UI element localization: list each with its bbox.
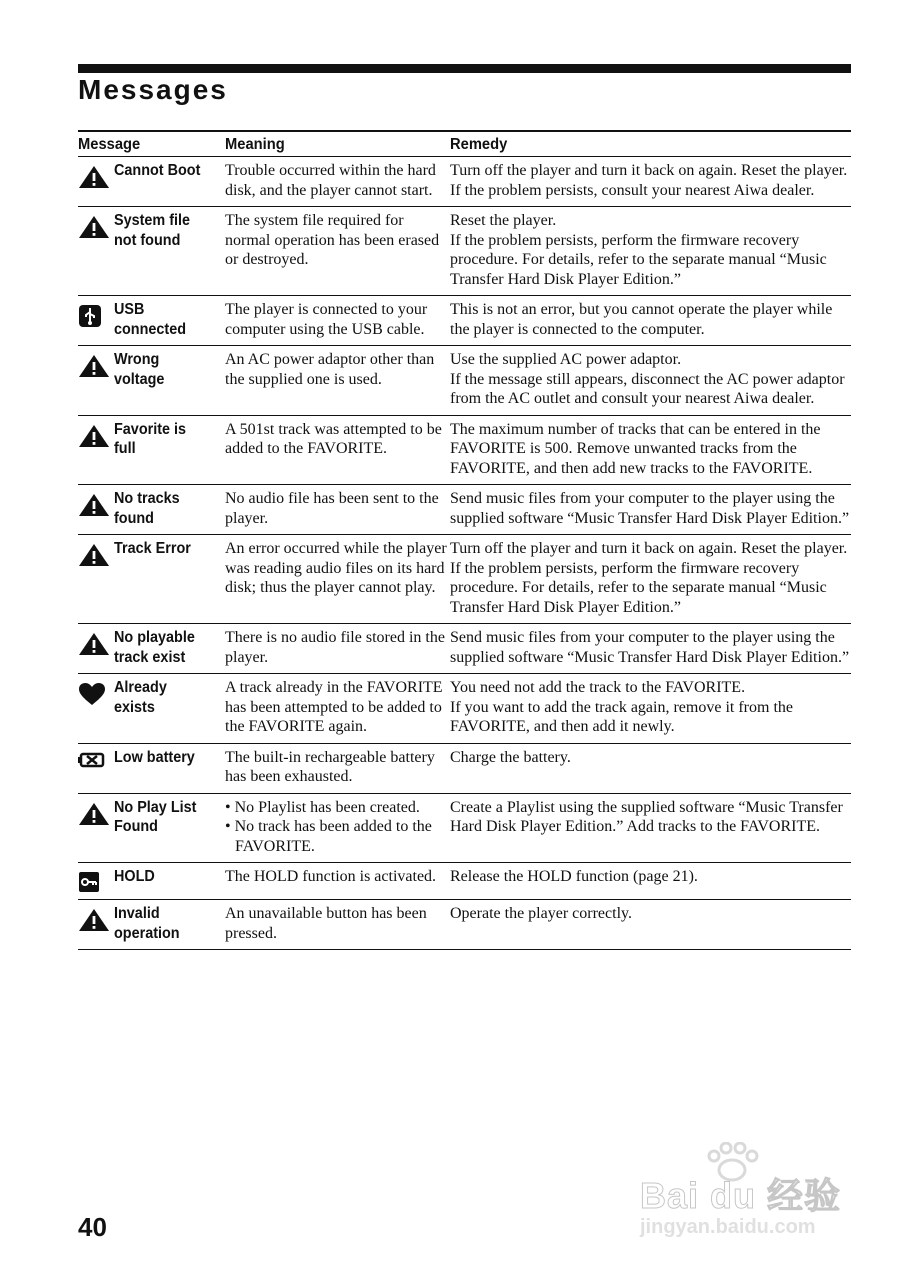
warning-icon bbox=[78, 628, 114, 656]
meaning-text: The HOLD function is activated. bbox=[225, 868, 437, 885]
meaning-cell bbox=[225, 535, 450, 624]
watermark-url: jingyan.baidu.com bbox=[640, 1216, 816, 1238]
meaning-text: There is no audio file stored in the player. bbox=[225, 629, 445, 666]
page-number: 40 bbox=[78, 1212, 107, 1242]
table-row bbox=[78, 157, 851, 207]
remedy-cell bbox=[450, 743, 851, 793]
remedy-text: Release the HOLD function (page 21). bbox=[450, 868, 698, 885]
remedy-cell bbox=[450, 415, 851, 485]
meaning-text: A 501st track was attempted to be added to the FAVORITE. bbox=[225, 420, 442, 457]
remedy-text: Reset the player. bbox=[450, 212, 557, 229]
remedy-text: If the problem persists, perform the firmware recovery procedure. For details, refer to the separate manual “Music Transfer Hard Disk Player Edition.” bbox=[450, 231, 827, 288]
message-label: Invalid operation bbox=[114, 905, 180, 942]
meaning-text: An error occurred while the player was reading audio files on its hard disk; thus the player cannot play. bbox=[225, 540, 447, 596]
table-body bbox=[78, 157, 851, 950]
warning-icon bbox=[78, 489, 114, 517]
table-header-row bbox=[78, 131, 851, 157]
warning-icon bbox=[78, 350, 114, 378]
meaning-cell bbox=[225, 900, 450, 950]
message-cell bbox=[78, 900, 225, 950]
remedy-cell bbox=[450, 296, 851, 346]
message-label: Low battery bbox=[114, 748, 195, 766]
remedy-text: You need not add the track to the FAVORITE. bbox=[450, 679, 746, 696]
remedy-text: Turn off the player and turn it back on again. Reset the player. bbox=[450, 162, 848, 179]
meaning-cell bbox=[225, 296, 450, 346]
message-cell bbox=[78, 624, 225, 674]
meaning-cell bbox=[225, 415, 450, 485]
table-row bbox=[78, 793, 851, 863]
message-cell bbox=[78, 793, 225, 863]
remedy-text: Send music files from your computer to the player using the supplied software “Music Transfer Hard Disk Player Edition.” bbox=[450, 629, 850, 666]
message-label: No tracks found bbox=[114, 490, 180, 527]
table-row bbox=[78, 900, 851, 950]
message-cell bbox=[78, 743, 225, 793]
table-row bbox=[78, 535, 851, 624]
warning-icon bbox=[78, 904, 114, 932]
meaning-text: An unavailable button has been pressed. bbox=[225, 905, 427, 942]
remedy-cell bbox=[450, 793, 851, 863]
meaning-cell bbox=[225, 793, 450, 863]
remedy-cell bbox=[450, 863, 851, 900]
remedy-text: This is not an error, but you cannot operate the player while the player is connected to the computer. bbox=[450, 301, 833, 338]
header-meaning: Meaning bbox=[225, 136, 285, 153]
remedy-text: Turn off the player and turn it back on again. Reset the player. bbox=[450, 540, 848, 557]
messages-table bbox=[78, 130, 851, 950]
meaning-bullet: • No track has been added to the FAVORITE. bbox=[225, 818, 432, 855]
header-remedy: Remedy bbox=[450, 136, 508, 153]
watermark bbox=[640, 1150, 850, 1245]
warning-icon bbox=[78, 798, 114, 826]
remedy-cell bbox=[450, 674, 851, 744]
page-title: Messages bbox=[78, 74, 228, 105]
meaning-bullet-list bbox=[225, 798, 450, 857]
remedy-cell bbox=[450, 485, 851, 535]
remedy-text: Create a Playlist using the supplied software “Music Transfer Hard Disk Player Edition.” Add tracks to the FAVORITE. bbox=[450, 798, 843, 835]
title-rule bbox=[78, 64, 851, 73]
table-row bbox=[78, 674, 851, 744]
message-label: Wrong voltage bbox=[114, 351, 165, 388]
remedy-text: Use the supplied AC power adaptor. bbox=[450, 351, 682, 368]
message-cell bbox=[78, 415, 225, 485]
warning-icon bbox=[78, 420, 114, 448]
remedy-text: Send music files from your computer to the player using the supplied software “Music Transfer Hard Disk Player Edition.” bbox=[450, 490, 850, 527]
message-label: Cannot Boot bbox=[114, 162, 201, 179]
message-label: Favorite is full bbox=[114, 420, 187, 457]
meaning-cell bbox=[225, 674, 450, 744]
message-label: Track Error bbox=[114, 540, 191, 557]
meaning-cell bbox=[225, 743, 450, 793]
remedy-cell bbox=[450, 624, 851, 674]
message-cell bbox=[78, 674, 225, 744]
message-label: USB connected bbox=[114, 301, 187, 338]
remedy-cell bbox=[450, 207, 851, 296]
heart-icon bbox=[78, 678, 114, 706]
meaning-text: Trouble occurred within the hard disk, and the player cannot start. bbox=[225, 162, 436, 199]
meaning-bullet: • No Playlist has been created. bbox=[225, 798, 420, 816]
remedy-text: If you want to add the track again, remove it from the FAVORITE, and then add it newly. bbox=[450, 698, 793, 735]
usb-icon bbox=[78, 300, 114, 328]
remedy-text: If the message still appears, disconnect the AC power adaptor from the AC outlet and consult your nearest Aiwa dealer. bbox=[450, 370, 845, 407]
remedy-text: The maximum number of tracks that can be entered in the FAVORITE is 500. Remove unwanted tracks from the FAVORITE, and then add new tracks to the FAVORITE. bbox=[450, 420, 821, 477]
low-battery-icon bbox=[78, 748, 114, 768]
table-row bbox=[78, 296, 851, 346]
remedy-text: If the problem persists, perform the firmware recovery procedure. For details, refer to the separate manual “Music Transfer Hard Disk Player Edition.” bbox=[450, 559, 827, 616]
meaning-text: No audio file has been sent to the player. bbox=[225, 490, 439, 527]
message-cell bbox=[78, 863, 225, 900]
meaning-cell bbox=[225, 485, 450, 535]
table-row bbox=[78, 207, 851, 296]
remedy-cell bbox=[450, 535, 851, 624]
message-cell bbox=[78, 535, 225, 624]
table-row bbox=[78, 743, 851, 793]
message-cell bbox=[78, 157, 225, 207]
warning-icon bbox=[78, 161, 114, 189]
meaning-cell bbox=[225, 207, 450, 296]
meaning-text: An AC power adaptor other than the supplied one is used. bbox=[225, 351, 435, 388]
message-cell bbox=[78, 346, 225, 416]
message-label: System file not found bbox=[114, 212, 191, 249]
message-cell bbox=[78, 207, 225, 296]
message-cell bbox=[78, 485, 225, 535]
remedy-text: Charge the battery. bbox=[450, 748, 571, 766]
table-row bbox=[78, 863, 851, 900]
warning-icon bbox=[78, 539, 114, 567]
message-label: No Play List Found bbox=[114, 798, 197, 835]
meaning-cell bbox=[225, 863, 450, 900]
watermark-brand: Bai du 经验 bbox=[640, 1175, 842, 1216]
remedy-cell bbox=[450, 346, 851, 416]
meaning-text: The built-in rechargeable battery has been exhausted. bbox=[225, 748, 435, 785]
meaning-cell bbox=[225, 157, 450, 207]
table-row bbox=[78, 485, 851, 535]
message-label: No playable track exist bbox=[114, 629, 195, 666]
message-cell bbox=[78, 296, 225, 346]
meaning-text: A track already in the FAVORITE has been attempted to be added to the FAVORITE again. bbox=[225, 679, 443, 735]
message-label: HOLD bbox=[114, 868, 155, 885]
table-row bbox=[78, 346, 851, 416]
table-row bbox=[78, 624, 851, 674]
meaning-text: The system file required for normal operation has been erased or destroyed. bbox=[225, 212, 440, 268]
header-message: Message bbox=[78, 136, 141, 153]
meaning-cell bbox=[225, 624, 450, 674]
meaning-cell bbox=[225, 346, 450, 416]
table-row bbox=[78, 415, 851, 485]
remedy-text: Operate the player correctly. bbox=[450, 905, 632, 922]
warning-icon bbox=[78, 211, 114, 239]
message-label: Already exists bbox=[114, 679, 167, 716]
remedy-cell bbox=[450, 900, 851, 950]
meaning-text: The player is connected to your computer using the USB cable. bbox=[225, 301, 428, 338]
remedy-text: If the problem persists, consult your nearest Aiwa dealer. bbox=[450, 181, 815, 199]
remedy-cell bbox=[450, 157, 851, 207]
hold-key-icon bbox=[78, 867, 114, 893]
